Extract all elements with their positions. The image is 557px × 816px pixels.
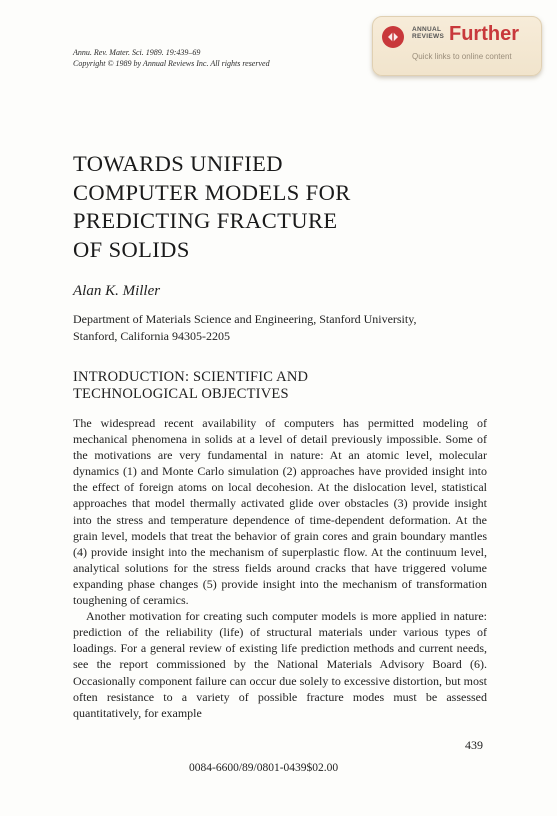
title-line: COMPUTER MODELS FOR xyxy=(73,179,351,205)
badge-annual-reviews-label xyxy=(412,26,444,40)
further-online-badge[interactable] xyxy=(372,16,542,76)
badge-quick-links-label: Quick links to online content xyxy=(412,52,512,61)
annual-reviews-logo-icon xyxy=(382,26,404,48)
affiliation-line: Stanford, California 94305-2205 xyxy=(73,329,230,343)
footer-code: 0084-6600/89/0801-0439$02.00 xyxy=(189,762,339,774)
title-line: PREDICTING FRACTURE xyxy=(73,208,338,233)
badge-further-label: Further xyxy=(449,23,519,45)
article-title xyxy=(73,150,351,264)
body-paragraph: The widespread recent availability of computers has permitted modeling of mechanical phenomena in solids at a level of detail previously impossible. Some of the motivations are very fundamental in nature: At an atomic level, molecular dynamics (1) and Monte Carlo simulation (2) approaches have provided insight into the effect of foreign atoms on local decohesion. At the dislocation level, statistical approaches that model thermally activated glide over obstacles (3) provide insight into the stress and temperature dependence of time-dependent deformation. At the grain level, models that treat the behavior of grain cores and grain boundary mantles (4) provide insight into the mechanism of superplastic flow. At the continuum level, analytical solutions for the stress fields around cracks that have triggered volume expanding phase changes (5) provide insight into the mechanism of transformation toughening of ceramics. xyxy=(73,416,487,608)
title-line: TOWARDS UNIFIED xyxy=(73,151,283,176)
title-line: OF SOLIDS xyxy=(73,236,190,262)
badge-reviews-word: REVIEWS xyxy=(412,33,445,40)
badge-annual-word: ANNUAL xyxy=(412,26,442,33)
author-affiliation xyxy=(73,311,473,345)
section-heading-line: INTRODUCTION: SCIENTIFIC AND xyxy=(73,369,309,385)
citation-journal-line: Annu. Rev. Mater. Sci. 1989. 19:439–69 xyxy=(73,48,201,57)
section-heading xyxy=(73,369,308,403)
section-heading-line: TECHNOLOGICAL OBJECTIVES xyxy=(73,386,289,402)
page-number: 439 xyxy=(465,738,483,752)
body-paragraph: Another motivation for creating such computer models is more applied in nature: prediction of the reliability (life) of structural materials under various types of loadings. For a general review of existing life prediction methods and current needs, see the report commissioned by the National Materials Advisory Board (6). Occasionally component failure can occur due solely to excessive distortion, but most often resistance to a variety of possible fracture modes must be assessed quantitatively, for example xyxy=(73,609,487,720)
affiliation-line: Department of Materials Science and Engineering, Stanford University, xyxy=(73,312,417,326)
article-body xyxy=(73,415,487,721)
citation-copyright-line: Copyright © 1989 by Annual Reviews Inc. All rights reserved xyxy=(73,59,270,68)
journal-citation xyxy=(73,47,270,69)
author-name: Alan K. Miller xyxy=(73,283,161,299)
